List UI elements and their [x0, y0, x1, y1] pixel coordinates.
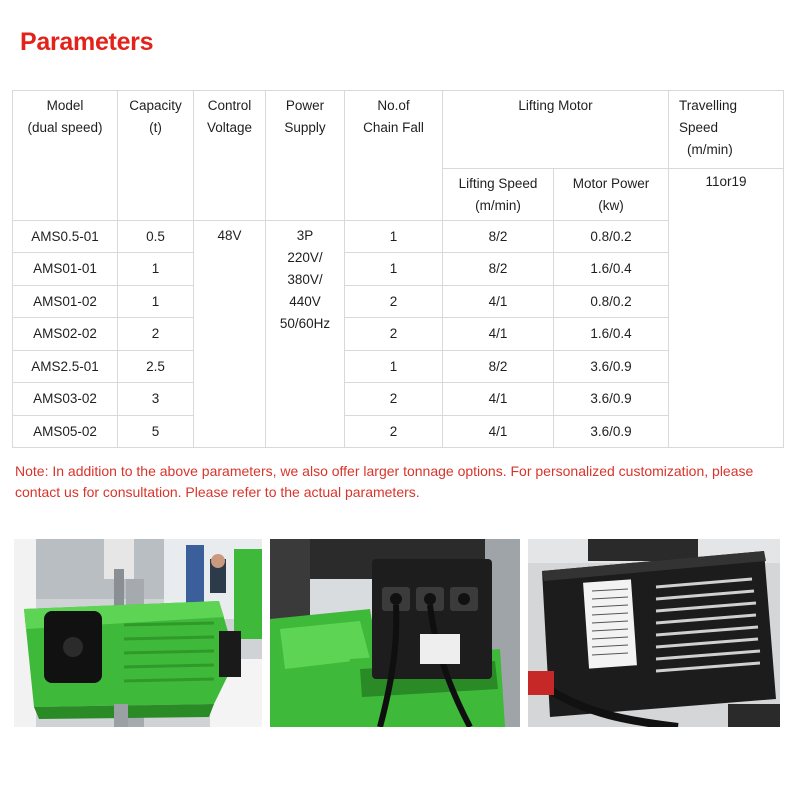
- cell-motor-power: 0.8/0.2: [554, 286, 669, 318]
- cell-chain-fall: 2: [345, 416, 443, 448]
- cell-capacity: 1: [118, 286, 194, 318]
- cell-model: AMS03-02: [13, 383, 118, 416]
- cell-capacity: 3: [118, 383, 194, 416]
- table-row: [13, 286, 784, 318]
- header-capacity: Capacity (t): [118, 91, 194, 221]
- header-lifting-motor: Lifting Motor: [443, 91, 669, 169]
- hoist-photo-front: [14, 539, 262, 727]
- cell-model: AMS02-02: [13, 318, 118, 351]
- cell-motor-power: 1.6/0.4: [554, 253, 669, 286]
- page-title: Parameters: [20, 28, 154, 56]
- hoist-photo-connectors: [270, 539, 520, 727]
- cell-lifting-speed: 4/1: [443, 416, 554, 448]
- cell-chain-fall: 2: [345, 286, 443, 318]
- cell-capacity: 1: [118, 253, 194, 286]
- parameters-table: [12, 90, 784, 448]
- cell-model: AMS01-01: [13, 253, 118, 286]
- cell-capacity: 5: [118, 416, 194, 448]
- cell-chain-fall: 1: [345, 253, 443, 286]
- cell-lifting-speed: 8/2: [443, 221, 554, 253]
- header-chain-fall: No.of Chain Fall: [345, 91, 443, 221]
- cell-lifting-speed: 4/1: [443, 318, 554, 351]
- cell-motor-power: 3.6/0.9: [554, 416, 669, 448]
- power-supply-value: 3P 220V/ 380V/ 440V 50/60Hz: [266, 221, 345, 448]
- cell-motor-power: 1.6/0.4: [554, 318, 669, 351]
- cell-lifting-speed: 4/1: [443, 286, 554, 318]
- travelling-speed-value: 11or19: [669, 169, 784, 448]
- table-row: [13, 221, 784, 253]
- cell-capacity: 2: [118, 318, 194, 351]
- header-lifting-speed: Lifting Speed (m/min): [443, 169, 554, 221]
- table-row: [13, 383, 784, 416]
- table-row: [13, 318, 784, 351]
- control-box-photo: [528, 539, 780, 727]
- table-row: [13, 351, 784, 383]
- header-row: [13, 91, 784, 169]
- table-row: [13, 416, 784, 448]
- cell-lifting-speed: 8/2: [443, 253, 554, 286]
- header-power-supply: Power Supply: [266, 91, 345, 221]
- cell-motor-power: 3.6/0.9: [554, 351, 669, 383]
- cell-model: AMS05-02: [13, 416, 118, 448]
- cell-model: AMS0.5-01: [13, 221, 118, 253]
- cell-capacity: 0.5: [118, 221, 194, 253]
- cell-capacity: 2.5: [118, 351, 194, 383]
- cell-model: AMS01-02: [13, 286, 118, 318]
- table-row: [13, 253, 784, 286]
- cell-lifting-speed: 8/2: [443, 351, 554, 383]
- cell-model: AMS2.5-01: [13, 351, 118, 383]
- cell-chain-fall: 2: [345, 383, 443, 416]
- cell-chain-fall: 2: [345, 318, 443, 351]
- cell-motor-power: 0.8/0.2: [554, 221, 669, 253]
- control-voltage-value: 48V: [194, 221, 266, 448]
- cell-chain-fall: 1: [345, 351, 443, 383]
- header-motor-power: Motor Power (kw): [554, 169, 669, 221]
- header-travelling-speed: Travelling Speed (m/min): [669, 91, 784, 169]
- header-model: Model (dual speed): [13, 91, 118, 221]
- note-text: Note: In addition to the above parameters, we also offer larger tonnage options. For personalized customization, please contact us for consultation. Please refer to the actual parameters.: [15, 463, 754, 500]
- cell-motor-power: 3.6/0.9: [554, 383, 669, 416]
- cell-chain-fall: 1: [345, 221, 443, 253]
- cell-lifting-speed: 4/1: [443, 383, 554, 416]
- header-control-voltage: Control Voltage: [194, 91, 266, 221]
